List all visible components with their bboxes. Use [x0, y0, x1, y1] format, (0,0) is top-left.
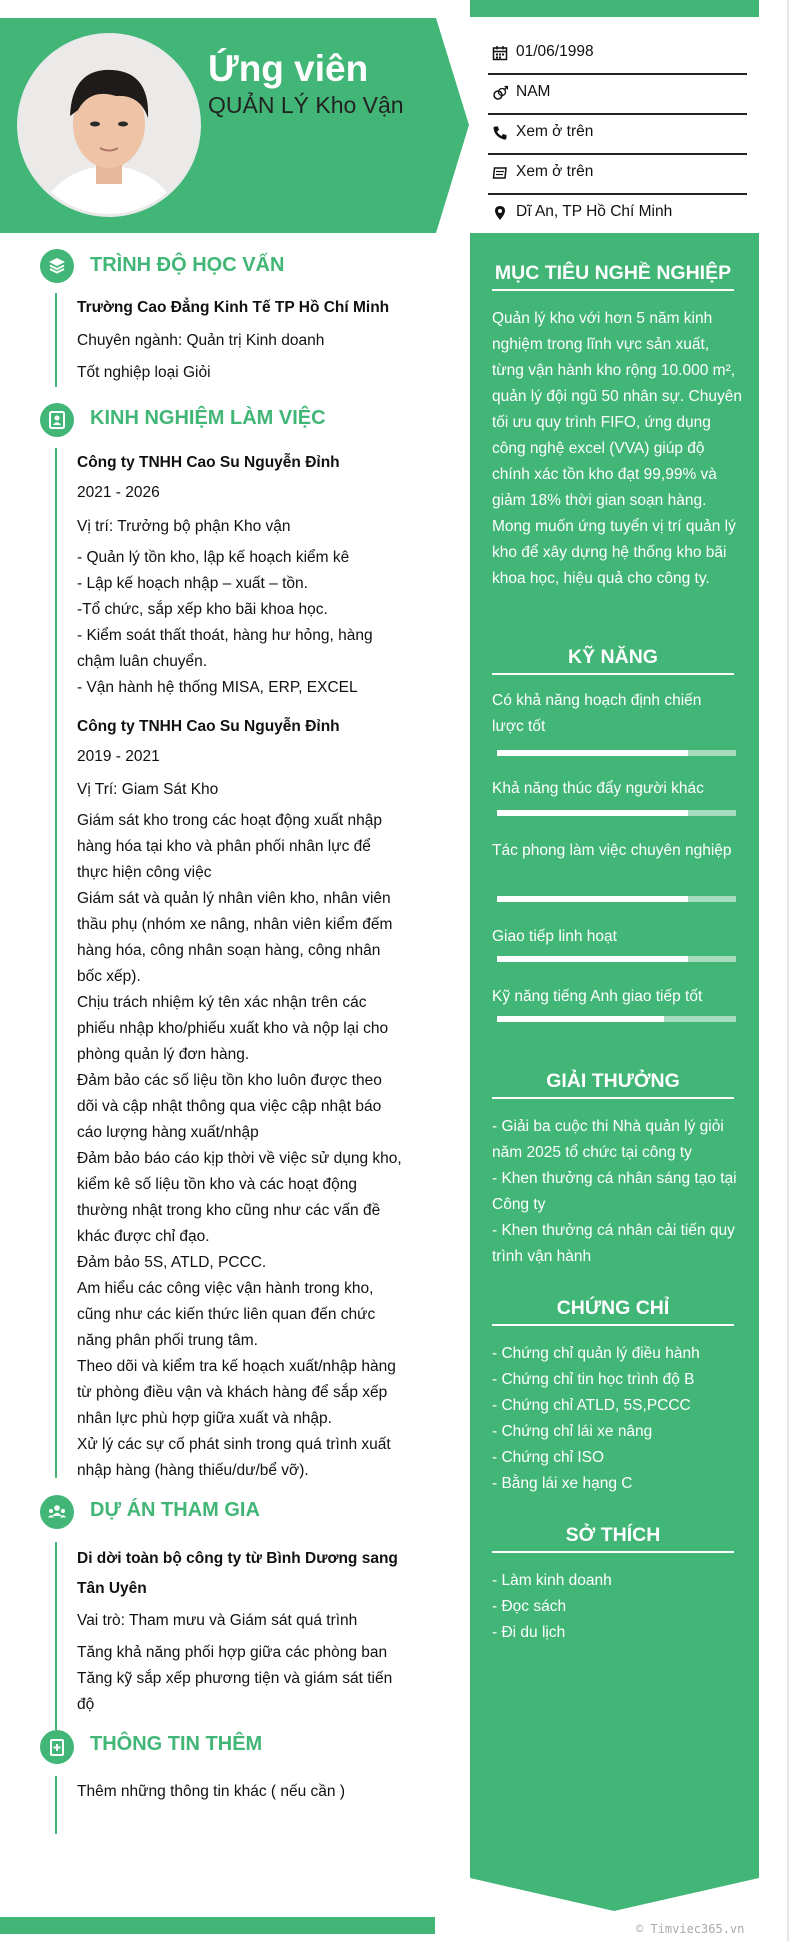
skill-label: Kỹ năng tiếng Anh giao tiếp tốt — [492, 988, 703, 1005]
certificates-title: CHỨNG CHỈ — [492, 1297, 734, 1326]
job-1-company: Công ty TNHH Cao Su Nguyễn Đỉnh — [77, 454, 340, 471]
hobbies-title: SỞ THÍCH — [492, 1524, 734, 1553]
note-add-icon — [47, 1737, 67, 1757]
job-1-detail: - Vận hành hệ thống MISA, ERP, EXCEL — [77, 679, 358, 696]
skill-level-bar — [497, 956, 736, 962]
job-2-detail: Chịu trách nhiệm ký tên xác nhận trên các phiếu nhập kho/phiếu xuất kho và nộp lại cho phòng quản lý đơn hàng. — [77, 994, 389, 1063]
education-timeline — [55, 293, 57, 387]
project-role: Vai trò: Tham mưu và Giám sát quá trình — [77, 1612, 358, 1629]
projects-title: DỰ ÁN THAM GIA — [90, 1499, 260, 1521]
experience-title: KINH NGHIỆM LÀM VIỆC — [90, 407, 326, 429]
job-2-company: Công ty TNHH Cao Su Nguyễn Đỉnh — [77, 718, 340, 735]
job-1-period: 2021 - 2026 — [77, 484, 160, 501]
contact-phone-text: Xem ở trên — [516, 123, 594, 140]
location-icon — [492, 205, 508, 221]
experience-section-icon — [40, 403, 74, 437]
avatar — [17, 33, 201, 217]
awards-title: GIẢI THƯỞNG — [492, 1070, 734, 1099]
contact-gender — [488, 77, 747, 115]
contact-phone — [488, 117, 747, 155]
hobbies-list — [492, 1568, 742, 1646]
certificate-item: - Chứng chỉ ISO — [492, 1449, 605, 1466]
job-2-detail: Am hiểu các công việc vận hành trong kho, cũng như các kiến thức liên quan đến chức năng phân phối trung tâm. — [77, 1280, 376, 1349]
job-2-detail: Đảm bảo các số liệu tồn kho luôn được theo dõi và cập nhật thông qua việc cập nhật báo cáo lượng hàng xuất/nhập — [77, 1072, 382, 1141]
contact-email-text: Xem ở trên — [516, 163, 594, 180]
more-info-text: Thêm những thông tin khác ( nếu cần ) — [77, 1783, 346, 1800]
certificate-item: - Chứng chỉ tin học trình độ B — [492, 1371, 695, 1388]
education-school: Trường Cao Đẳng Kinh Tế TP Hồ Chí Minh — [77, 299, 390, 316]
group-icon — [47, 1502, 67, 1522]
experience-timeline — [55, 448, 57, 1478]
contact-address-text: Dĩ An, TP Hồ Chí Minh — [516, 203, 673, 220]
job-1-details — [77, 545, 402, 701]
skill-level-bar — [497, 896, 736, 902]
job-2-detail: Giám sát kho trong các hoạt động xuất nhập hàng hóa tại kho và phân phối nhân lực để thực hiện công việc — [77, 812, 383, 881]
job-1-detail: - Lập kế hoạch nhập – xuất – tồn. — [77, 575, 308, 592]
project-details — [77, 1640, 402, 1718]
page-edge-line — [787, 0, 789, 1941]
skill-label: Tác phong làm việc chuyên nghiệp — [492, 842, 732, 859]
skill-level-fill — [497, 810, 688, 816]
hobby-item: - Đọc sách — [492, 1598, 567, 1615]
candidate-name: Ứng viên — [208, 48, 369, 89]
skill-level-bar — [497, 750, 736, 756]
id-card-icon — [47, 410, 67, 430]
certificate-item: - Chứng chỉ quản lý điều hành — [492, 1345, 700, 1362]
job-1-position: Vị trí: Trưởng bộ phận Kho vận — [77, 518, 291, 535]
certificate-item: - Bằng lái xe hạng C — [492, 1475, 633, 1492]
projects-section-icon — [40, 1495, 74, 1529]
job-title: QUẢN LÝ Kho Vận — [208, 92, 404, 118]
objective-text: Quản lý kho với hơn 5 năm kinh nghiệm trong lĩnh vực sản xuất, từng vận hành kho rộng 10.000 m², quản lý đội ngũ 50 nhân sự. Chuyên tối ưu quy trình FIFO, ứng dụng công nghệ excel (VVA) giúp độ chính xác tồn kho đạt 99,99% và giảm 18% thời gian soạn hàng. Mong muốn ứng tuyển vị trí quản lý kho để xây dựng hệ thống kho bãi khoa học, hiệu quả cho công ty. — [492, 310, 742, 587]
skill-label: Giao tiếp linh hoạt — [492, 928, 617, 945]
skill-level-bar — [497, 810, 736, 816]
contact-birthday — [488, 37, 747, 75]
job-1-detail: - Kiểm soát thất thoát, hàng hư hỏng, hàng chậm luân chuyển. — [77, 627, 373, 670]
contact-address — [488, 197, 747, 235]
job-1-detail: - Quản lý tồn kho, lập kế hoạch kiểm kê — [77, 549, 350, 566]
footer-bar — [0, 1917, 435, 1934]
education-title: TRÌNH ĐỘ HỌC VẤN — [90, 254, 285, 276]
gender-icon — [492, 85, 508, 101]
project-detail: Tăng khả năng phối hợp giữa các phòng ban — [77, 1644, 388, 1661]
job-1-detail: -Tổ chức, sắp xếp kho bãi khoa học. — [77, 601, 328, 618]
more-info-timeline — [55, 1776, 57, 1834]
job-2-detail: Đảm bảo báo cáo kịp thời về việc sử dụng kho, kiểm kê số liệu tồn kho và các hoạt động thường nhật trong kho cũng như các vấn đề khác được chỉ đạo. — [77, 1150, 402, 1245]
certificates-list — [492, 1341, 742, 1497]
education-grade: Tốt nghiệp loại Giỏi — [77, 364, 211, 381]
award-item: - Khen thưởng cá nhân sáng tạo tại Công ty — [492, 1170, 737, 1213]
project-name: Di dời toàn bộ công ty từ Bình Dương sang Tân Uyên — [77, 1550, 398, 1597]
job-2-period: 2019 - 2021 — [77, 748, 160, 765]
skill-level-fill — [497, 956, 688, 962]
skill-level-bar — [497, 1016, 736, 1022]
skill-level-fill — [497, 750, 688, 756]
skill-label: Khả năng thúc đẩy người khác — [492, 780, 704, 797]
award-item: - Khen thưởng cá nhân cải tiến quy trình vận hành — [492, 1222, 735, 1265]
copyright-text: © Timviec365.vn — [636, 1922, 745, 1936]
job-2-position: Vị Trí: Giam Sát Kho — [77, 781, 219, 798]
certificate-item: - Chứng chỉ ATLD, 5S,PCCC — [492, 1397, 691, 1414]
more-info-section-icon — [40, 1730, 74, 1764]
job-2-detail: Giám sát và quản lý nhân viên kho, nhân viên thầu phụ (nhóm xe nâng, nhân viên kiểm đếm hàng hóa, công nhân soạn hàng, công nhân bốc xếp). — [77, 890, 393, 985]
skill-label: Có khả năng hoạch định chiến lược tốt — [492, 692, 702, 735]
layers-icon — [47, 256, 67, 276]
contact-birthday-text: 01/06/1998 — [516, 43, 594, 60]
education-section-icon — [40, 249, 74, 283]
education-major: Chuyên ngành: Quản trị Kinh doanh — [77, 332, 325, 349]
hobby-item: - Đi du lịch — [492, 1624, 566, 1641]
contact-top-bar — [470, 0, 759, 17]
contact-gender-text: NAM — [516, 83, 551, 100]
project-detail: Tăng kỹ sắp xếp phương tiện và giám sát tiến độ — [77, 1670, 393, 1713]
contact-list — [488, 37, 747, 237]
skills-title: KỸ NĂNG — [492, 646, 734, 675]
skill-level-fill — [497, 896, 688, 902]
job-2-detail: Xử lý các sự cố phát sinh trong quá trình xuất nhập hàng (hàng thiếu/dư/bể vỡ). — [77, 1436, 391, 1479]
more-info-title: THÔNG TIN THÊM — [90, 1733, 263, 1755]
email-icon — [492, 165, 508, 181]
awards-list — [492, 1114, 742, 1270]
certificate-item: - Chứng chỉ lái xe nâng — [492, 1423, 653, 1440]
calendar-icon — [492, 45, 508, 61]
job-2-detail: Đảm bảo 5S, ATLD, PCCC. — [77, 1254, 267, 1271]
projects-timeline — [55, 1542, 57, 1730]
job-2-detail: Theo dõi và kiểm tra kế hoạch xuất/nhập hàng từ phòng điều vận và khách hàng để sắp xếp nhân lực phù hợp giữa xuất và nhập. — [77, 1358, 396, 1427]
phone-icon — [492, 125, 508, 141]
contact-email — [488, 157, 747, 195]
skill-level-fill — [497, 1016, 664, 1022]
job-2-details — [77, 808, 402, 1484]
objective-title: MỤC TIÊU NGHỀ NGHIỆP — [492, 262, 734, 291]
hobby-item: - Làm kinh doanh — [492, 1572, 612, 1589]
award-item: - Giải ba cuộc thi Nhà quản lý giỏi năm 2025 tổ chức tại công ty — [492, 1118, 724, 1161]
